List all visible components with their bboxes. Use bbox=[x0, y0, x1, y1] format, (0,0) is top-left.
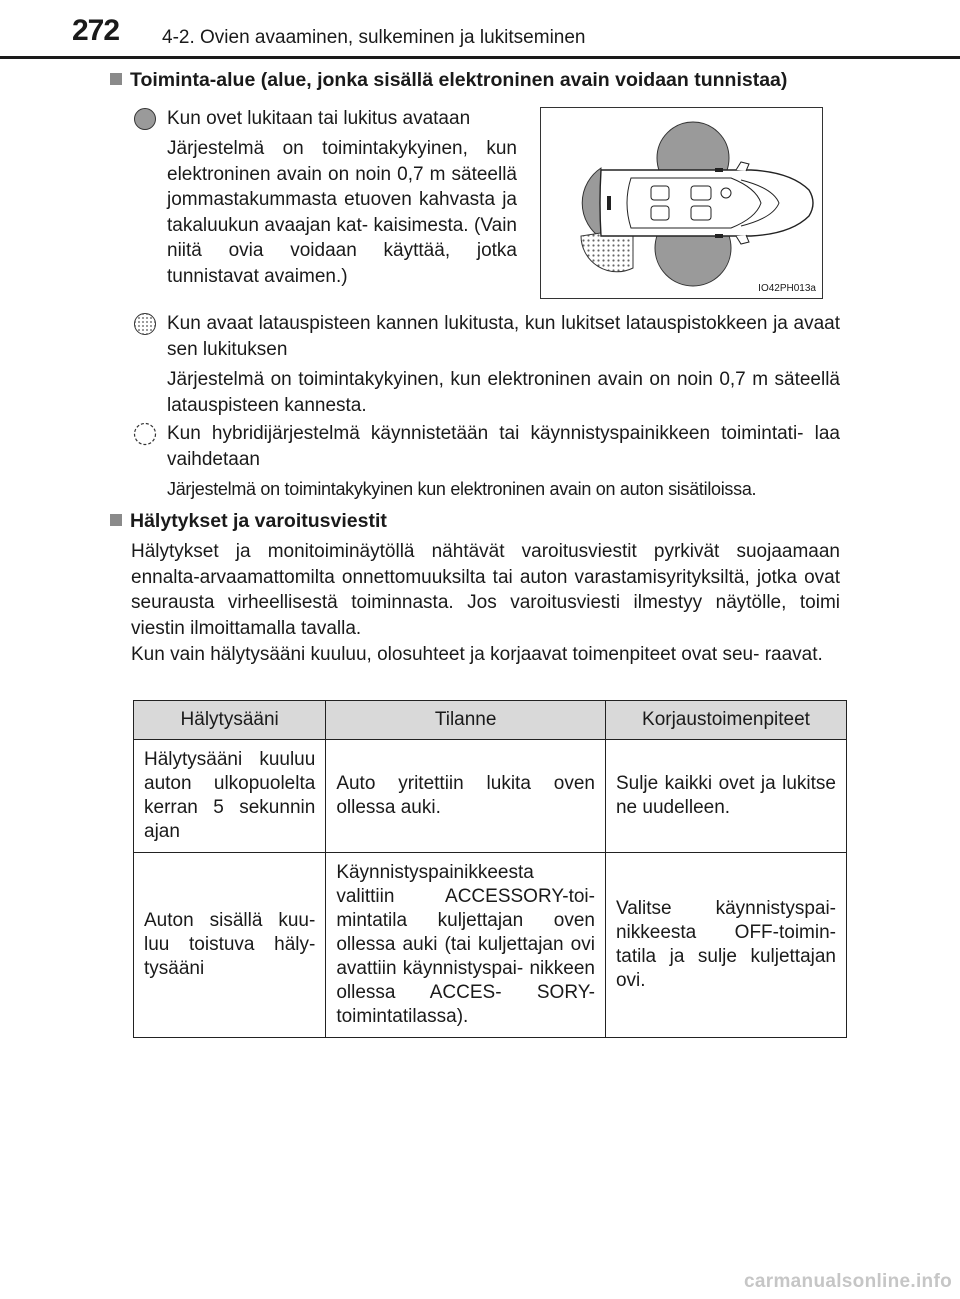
table-cell: Hälytysääni kuuluu auton ulkopuolelta kerran 5 sekunnin ajan bbox=[134, 740, 326, 853]
page-number: 272 bbox=[72, 14, 120, 47]
table-header-row bbox=[134, 701, 847, 740]
alarm-table bbox=[133, 700, 847, 1038]
section-title-alarms: Hälytykset ja varoitusviestit bbox=[110, 510, 387, 533]
detection-range-figure bbox=[540, 107, 823, 299]
table-cell: Sulje kaikki ovet ja lukitse ne uudelleen. bbox=[605, 740, 846, 853]
table-cell: Käynnistyspainikkeesta valittiin ACCESSORY-toi- mintatila kuljettajan oven ollessa auki (tai kuljettajan ovi avattiin käynnistyspai- nikkeen ollessa ACCES- SORY-toimintatilassa). bbox=[326, 853, 606, 1038]
item1-body: Järjestelmä on toimintakykyinen, kun elektroninen avain on noin 0,7 m säteellä jommastakummasta etuoven kahvasta ja takaluukun avaajan kat- kaisimesta. (Vain niitä ovia voidaan käyttää, jotka tunnistavat avaimen.) bbox=[167, 138, 517, 287]
figure-id-label: IO42PH013a bbox=[758, 283, 816, 294]
watermark: carmanualsonline.info bbox=[744, 1271, 952, 1292]
charge-port-zone-marker-icon bbox=[133, 312, 157, 336]
table-cell: Auton sisällä kuu- luu toistuva häly- tysääni bbox=[134, 853, 326, 1038]
item2-heading: Kun avaat latauspisteen kannen lukitusta, kun lukitset latauspistokkeen ja avaat sen lukituksen bbox=[167, 313, 840, 360]
table-row bbox=[134, 740, 847, 853]
item3-heading: Kun hybridijärjestelmä käynnistetään tai käynnistyspainikkeen toimintati- laa vaihdetaan bbox=[167, 423, 840, 470]
section-bullet-icon bbox=[110, 514, 122, 526]
page-header bbox=[0, 0, 960, 60]
table-cell: Auto yritettiin lukita oven ollessa auki. bbox=[326, 740, 606, 853]
section-title-range: Toiminta-alue (alue, jonka sisällä elektroninen avain voidaan tunnistaa) bbox=[110, 69, 787, 92]
item3-body: Järjestelmä on toimintakykyinen kun elektroninen avain on auton sisätiloissa. bbox=[167, 479, 757, 499]
table-cell: Valitse käynnistyspai- nikkeesta OFF-toimin- tatila ja sulje kuljettajan ovi. bbox=[605, 853, 846, 1038]
cabin-zone-marker-icon bbox=[133, 422, 157, 446]
column-header-remedy: Korjaustoimenpiteet bbox=[605, 701, 846, 740]
alarms-paragraph-2: Kun vain hälytysääni kuuluu, olosuhteet ja korjaavat toimenpiteet ovat seu- raavat. bbox=[131, 644, 823, 665]
section-bullet-icon bbox=[110, 73, 122, 85]
item1-heading: Kun ovet lukitaan tai lukitus avataan bbox=[167, 108, 471, 129]
car-detection-zones-illustration bbox=[541, 108, 822, 298]
header-divider bbox=[0, 56, 960, 59]
chapter-title: 4-2. Ovien avaaminen, sulkeminen ja lukitseminen bbox=[162, 27, 586, 48]
item2-body: Järjestelmä on toimintakykyinen, kun elektroninen avain on noin 0,7 m säteellä latauspisteen kannesta. bbox=[167, 369, 840, 416]
column-header-alarm: Hälytysääni bbox=[134, 701, 326, 740]
alarms-paragraph-1: Hälytykset ja monitoiminäytöllä nähtävät varoitusviestit pyrkivät suojaamaan ennalta-arvaamattomilta onnettomuuksilta tai auton varastamisyrityksiltä, jotka ovat seurausta virheellisestä toiminnasta. Jos varoitusviesti ilmestyy näytölle, toimi viestin ilmoittamalla tavalla. bbox=[131, 541, 840, 639]
column-header-situation: Tilanne bbox=[326, 701, 606, 740]
door-zone-marker-icon bbox=[133, 107, 157, 131]
table-row bbox=[134, 853, 847, 1038]
